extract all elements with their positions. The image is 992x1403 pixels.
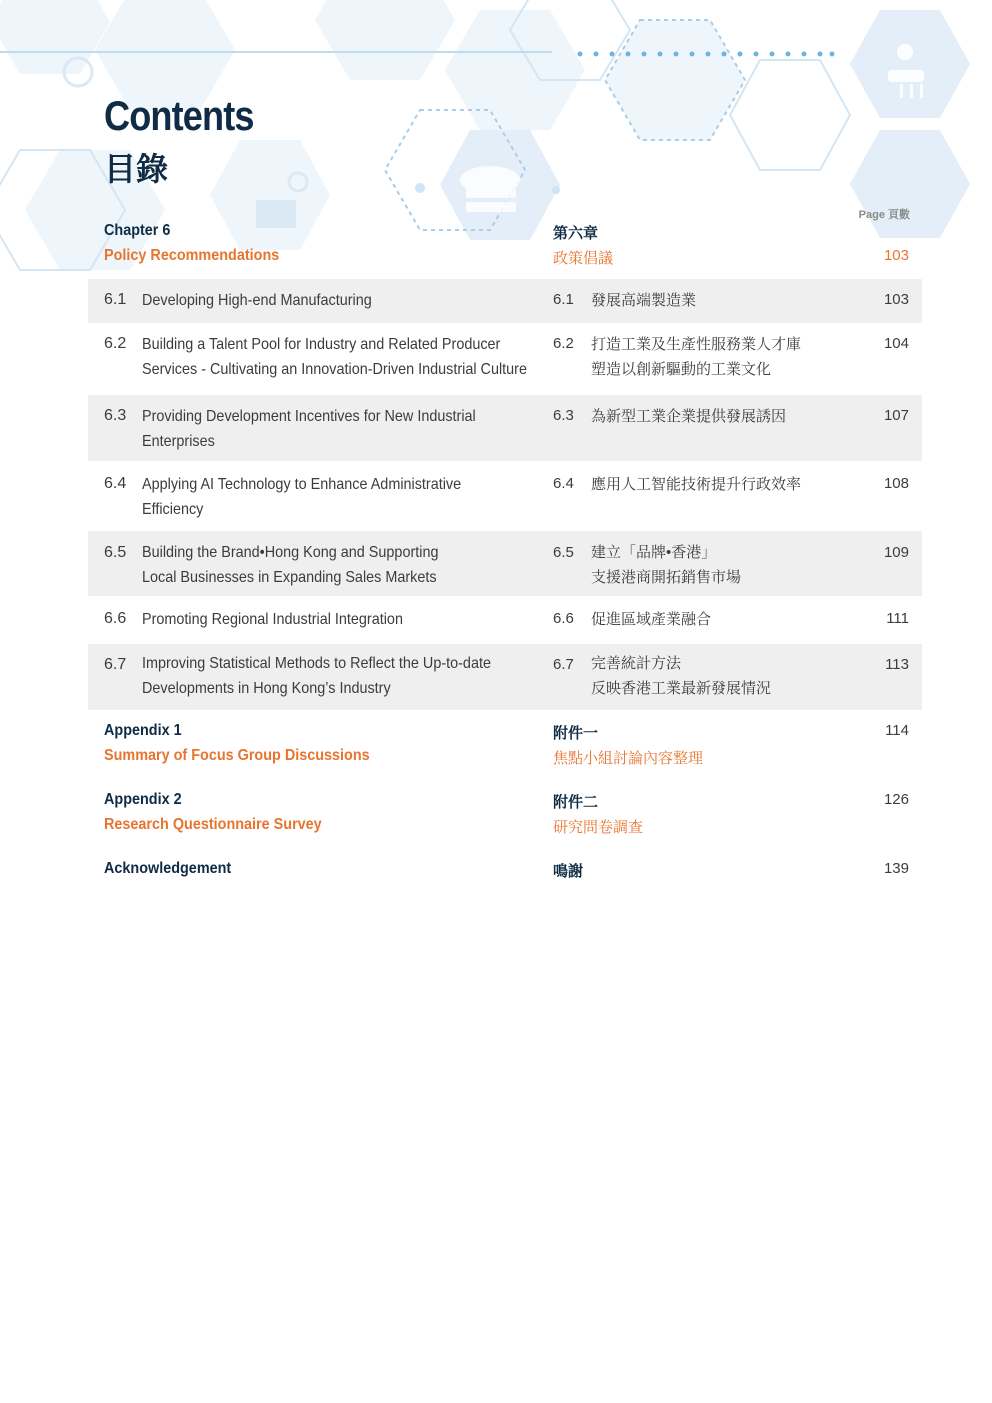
page-column-label: Page 頁數 <box>858 209 910 221</box>
appendix-label-en: Appendix 2 <box>104 791 182 808</box>
section-title-zh: 打造工業及生產性服務業人才庫 塑造以創新驅動的工業文化 <box>591 336 802 378</box>
section-title-zh: 建立「品牌•香港」 支援港商開拓銷售市場 <box>591 544 742 586</box>
chapter-title-en[interactable]: Policy Recommendations <box>104 247 280 264</box>
section-page-number: 113 <box>885 656 909 673</box>
section-title-en: Building the Brand•Hong Kong and Supporting Local Businesses in Expanding Sales Markets <box>142 544 439 586</box>
appendix-label-zh: 附件一 <box>553 725 599 742</box>
appendix-title-zh[interactable]: 焦點小組討論內容整理 <box>553 750 704 767</box>
appendix-title-en[interactable]: Summary of Focus Group Discussions <box>104 747 370 764</box>
section-number-en: 6.3 <box>104 407 127 424</box>
chapter-page-number: 103 <box>883 247 909 264</box>
acknowledgement-page-number: 139 <box>883 860 909 877</box>
acknowledgement-label-en[interactable]: Acknowledgement <box>104 860 232 877</box>
section-page-number: 111 <box>886 610 909 627</box>
toc-section-row[interactable] <box>88 531 922 596</box>
section-page-number: 104 <box>883 335 909 352</box>
toc-section-row[interactable] <box>88 395 922 461</box>
section-page-number: 103 <box>883 291 909 308</box>
chapter-title-zh[interactable]: 政策倡議 <box>553 250 614 267</box>
section-title-en: Improving Statistical Methods to Reflect the Up-to-date Developments in Hong Kong’s Industry <box>142 655 491 697</box>
appendix-page-number: 114 <box>885 722 909 739</box>
section-number-zh: 6.7 <box>553 656 574 673</box>
toc-section-row[interactable] <box>88 644 922 710</box>
chapter-label-en: Chapter 6 <box>104 222 171 239</box>
section-page-number: 107 <box>883 407 909 424</box>
section-number-en: 6.1 <box>104 291 127 308</box>
appendix-title-zh[interactable]: 研究問卷調查 <box>553 819 644 836</box>
section-title-zh: 完善統計方法 反映香港工業最新發展情況 <box>591 655 772 697</box>
section-title-en: Promoting Regional Industrial Integration <box>142 611 403 628</box>
section-number-en: 6.2 <box>104 335 127 352</box>
toc-section-row[interactable] <box>88 596 922 644</box>
section-number-zh: 6.2 <box>553 335 574 352</box>
section-number-zh: 6.3 <box>553 407 574 424</box>
acknowledgement-label-zh[interactable]: 鳴謝 <box>553 863 584 880</box>
section-number-zh: 6.1 <box>553 291 574 308</box>
section-page-number: 108 <box>883 475 909 492</box>
page-title-zh: 目錄 <box>104 151 169 187</box>
section-title-zh: 應用人工智能技術提升行政效率 <box>591 476 802 493</box>
appendix-page-number: 126 <box>883 791 909 808</box>
section-title-en: Providing Development Incentives for New Industrial Enterprises <box>142 408 476 450</box>
appendix-entry[interactable] <box>88 720 922 770</box>
section-number-en: 6.5 <box>104 544 127 561</box>
section-title-zh: 為新型工業企業提供發展誘因 <box>591 408 787 425</box>
section-number-en: 6.6 <box>104 610 127 627</box>
section-title-zh: 促進區域產業融合 <box>591 611 712 628</box>
appendix-title-en[interactable]: Research Questionnaire Survey <box>104 816 322 833</box>
appendix-label-en: Appendix 1 <box>104 722 182 739</box>
acknowledgement-entry[interactable] <box>88 858 922 886</box>
section-page-number: 109 <box>883 544 909 561</box>
section-title-en: Developing High-end Manufacturing <box>142 292 372 309</box>
page-title-en: Contents <box>104 92 254 139</box>
toc-section-row[interactable] <box>88 323 922 395</box>
toc-section-row[interactable] <box>88 461 922 531</box>
chapter-label-zh: 第六章 <box>553 225 599 242</box>
section-title-en: Building a Talent Pool for Industry and Related Producer Services - Cultivating an Innovation-Driven Industrial Culture <box>142 336 527 378</box>
appendix-label-zh: 附件二 <box>553 794 599 811</box>
appendix-entry[interactable] <box>88 789 922 839</box>
section-number-en: 6.4 <box>104 475 127 492</box>
chapter-entry[interactable] <box>88 220 922 270</box>
section-title-zh: 發展高端製造業 <box>591 292 697 309</box>
section-number-zh: 6.5 <box>553 544 574 561</box>
section-title-en: Applying AI Technology to Enhance Administrative Efficiency <box>142 476 462 518</box>
section-number-zh: 6.6 <box>553 610 574 627</box>
cloud-server-icon <box>460 166 520 212</box>
toc-section-row[interactable] <box>88 279 922 323</box>
section-number-en: 6.7 <box>104 656 127 673</box>
section-number-zh: 6.4 <box>553 475 574 492</box>
